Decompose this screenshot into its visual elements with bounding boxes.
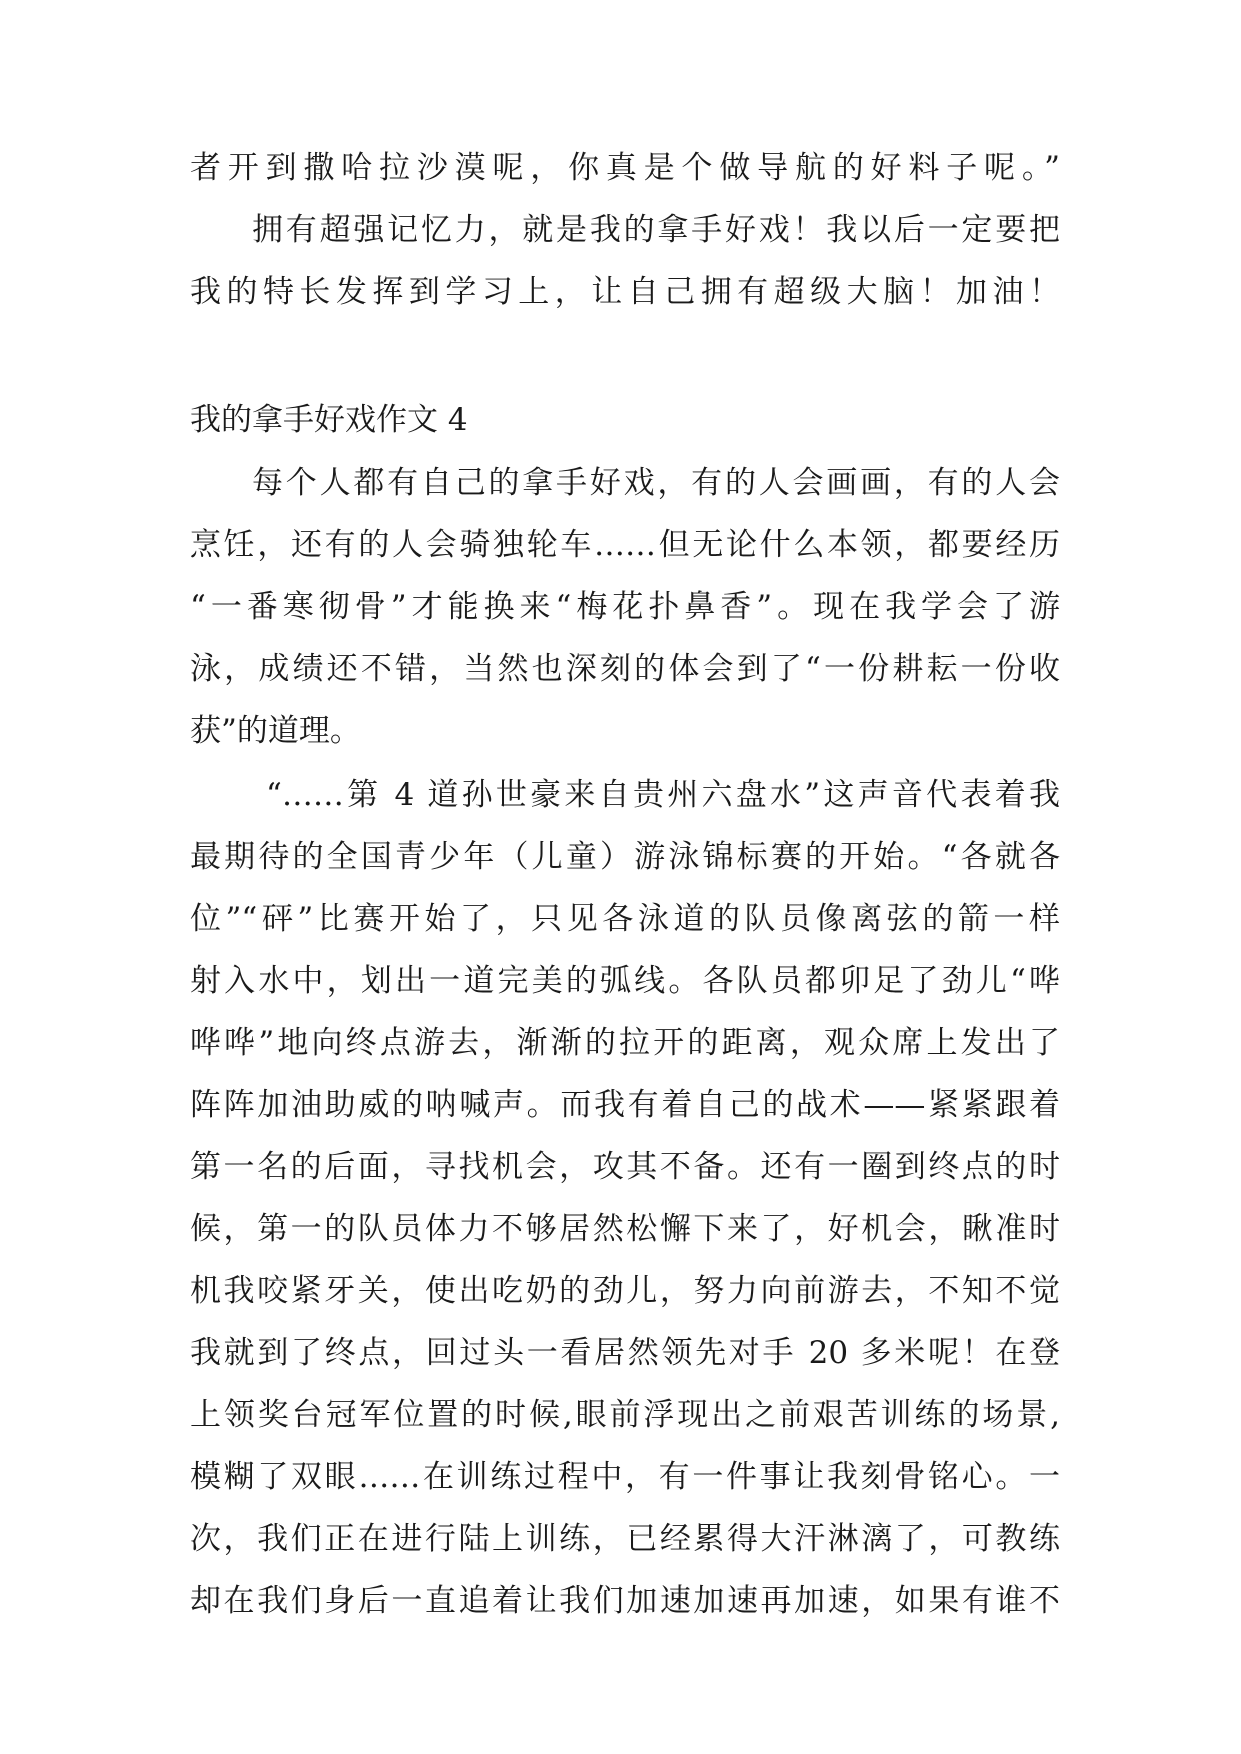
paragraph2-line-1: “……第 4 道孙世豪来自贵州六盘水”这声音代表着我 bbox=[266, 777, 1060, 813]
paragraph1-line-4: 泳，成绩还不错，当然也深刻的体会到了“一份耕耘一份收 bbox=[190, 651, 1060, 687]
intro-line-2: 拥有超强记忆力，就是我的拿手好戏！我以后一定要把 bbox=[252, 212, 1060, 248]
paragraph2-line-4: 射入水中，划出一道完美的弧线。各队员都卯足了劲儿“哗 bbox=[190, 963, 1060, 999]
paragraph2-line-7: 第一名的后面，寻找机会，攻其不备。还有一圈到终点的时 bbox=[190, 1149, 1060, 1185]
paragraph2-line-12: 模糊了双眼……在训练过程中，有一件事让我刻骨铭心。一 bbox=[190, 1459, 1060, 1495]
paragraph2-line-6: 阵阵加油助威的呐喊声。而我有着自己的战术——紧紧跟着 bbox=[190, 1087, 1060, 1123]
paragraph2-line-11: 上领奖台冠军位置的时候,眼前浮现出之前艰苦训练的场景, bbox=[190, 1397, 1060, 1433]
section-title: 我的拿手好戏作文 4 bbox=[190, 402, 468, 438]
paragraph1-line-2: 烹饪，还有的人会骑独轮车……但无论什么本领，都要经历 bbox=[190, 527, 1060, 563]
paragraph2-line-9: 机我咬紧牙关，使出吃奶的劲儿，努力向前游去，不知不觉 bbox=[190, 1273, 1060, 1309]
paragraph2-line-14: 却在我们身后一直追着让我们加速加速再加速，如果有谁不 bbox=[190, 1583, 1060, 1619]
paragraph2-line-8: 候，第一的队员体力不够居然松懈下来了，好机会，瞅准时 bbox=[190, 1211, 1060, 1247]
paragraph2-line-3: 位”“砰”比赛开始了，只见各泳道的队员像离弦的箭一样 bbox=[190, 901, 1060, 937]
intro-line-1: 者开到撒哈拉沙漠呢，你真是个做导航的好料子呢。” bbox=[190, 150, 1060, 186]
paragraph2-line-2: 最期待的全国青少年（儿童）游泳锦标赛的开始。“各就各 bbox=[190, 839, 1060, 875]
paragraph1-line-3: “一番寒彻骨”才能换来“梅花扑鼻香”。现在我学会了游 bbox=[190, 589, 1060, 625]
intro-line-3: 我的特长发挥到学习上，让自己拥有超级大脑！加油！ bbox=[190, 274, 1060, 310]
paragraph1-line-5: 获”的道理。 bbox=[190, 713, 361, 749]
paragraph2-line-5: 哗哗”地向终点游去，渐渐的拉开的距离，观众席上发出了 bbox=[190, 1025, 1060, 1061]
paragraph2-line-13: 次，我们正在进行陆上训练，已经累得大汗淋漓了，可教练 bbox=[190, 1521, 1060, 1557]
paragraph1-line-1: 每个人都有自己的拿手好戏，有的人会画画，有的人会 bbox=[252, 465, 1060, 501]
paragraph2-line-10: 我就到了终点，回过头一看居然领先对手 20 多米呢！在登 bbox=[190, 1335, 1060, 1371]
